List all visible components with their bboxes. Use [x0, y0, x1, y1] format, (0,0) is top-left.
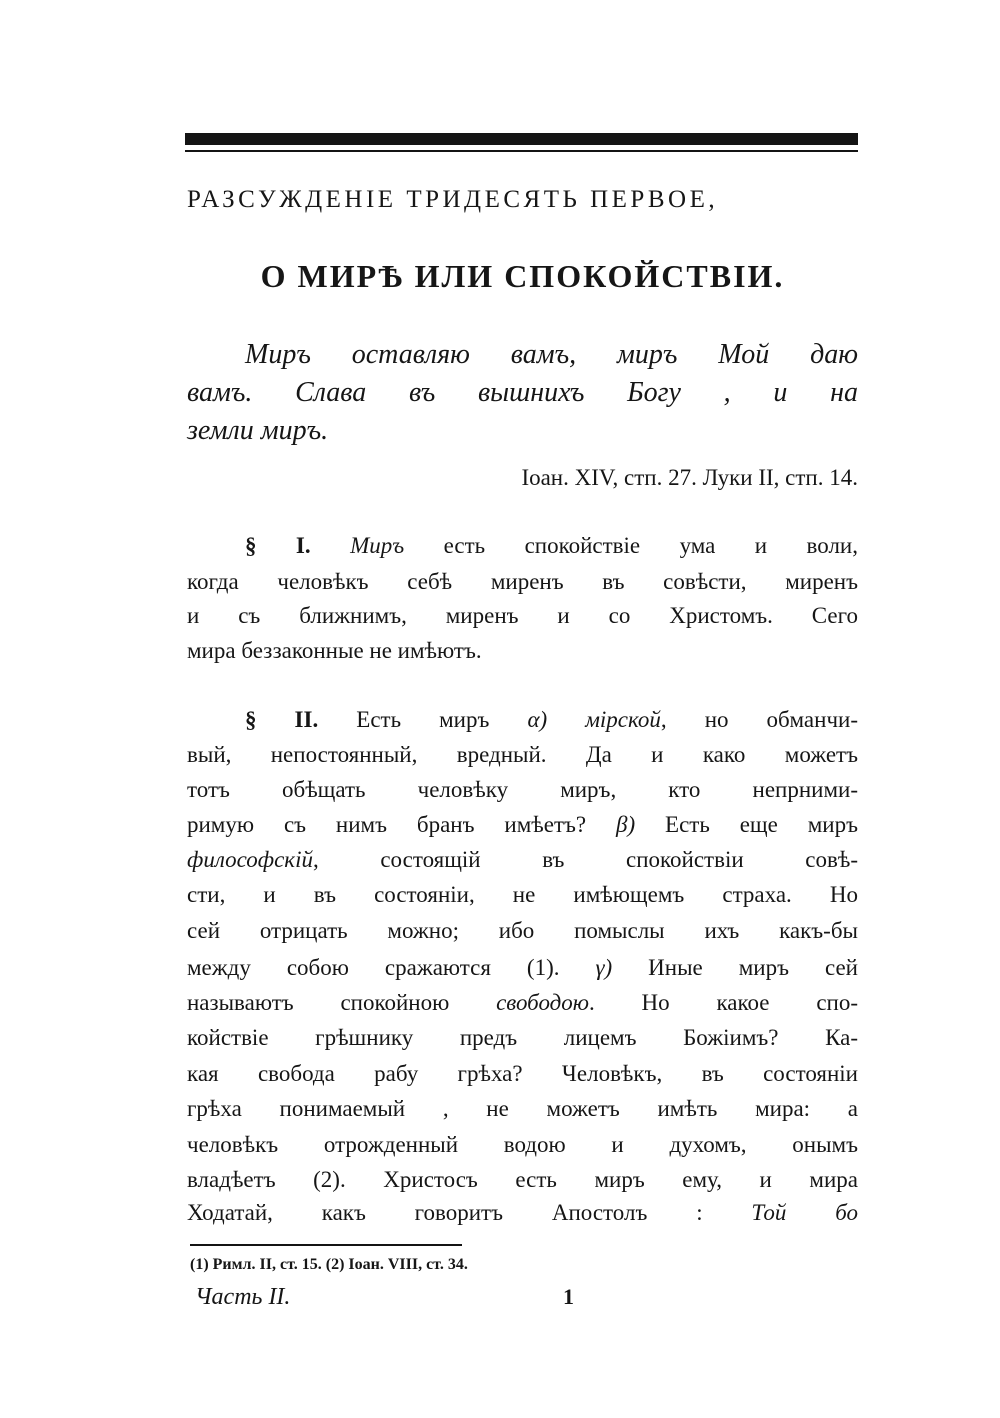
text-run: когда человѣкъ себѣ миренъ въ совѣсти, миренъ — [187, 569, 858, 594]
text-run: тотъ обѣщать человѣку миръ, кто непрними- — [187, 777, 858, 802]
text-run: Иные миръ сей — [612, 955, 858, 980]
part-signature: Часть II. — [195, 1284, 291, 1310]
italic-text: γ) — [595, 955, 613, 980]
section-mark: § I. — [245, 533, 351, 558]
footnotes: (1) Римл. II, ст. 15. (2) Iоан. VIII, ст. 34. — [190, 1256, 468, 1273]
text-run: называютъ спокойною — [187, 990, 497, 1015]
text-line — [187, 1130, 858, 1160]
text-run: человѣкъ отрожденный водою и духомъ, онымъ — [187, 1132, 858, 1157]
text-line — [187, 463, 858, 493]
italic-text: α) мiрской — [527, 707, 661, 732]
text-line — [187, 1023, 858, 1053]
text-run: койствiе грѣшнику предъ лицемъ Божiимъ? Ка- — [187, 1025, 858, 1050]
text-line — [187, 1094, 858, 1124]
text-run: кая свобода рабу грѣха? Человѣкъ, въ состоянiи — [187, 1061, 858, 1086]
text-line — [187, 988, 858, 1018]
text-line — [187, 1198, 858, 1228]
text-run: вый, непостоянный, вредный. Да и како можетъ — [187, 742, 858, 767]
text-run: , состоящiй въ спокойствiи совѣ- — [312, 847, 858, 872]
text-run: вамъ. Слава въ вышнихъ Богу , и на — [187, 377, 858, 408]
text-run: Миръ оставляю вамъ, миръ Мой даю — [245, 339, 858, 370]
text-line — [187, 845, 858, 875]
text-line — [245, 340, 858, 370]
text-run: земли миръ. — [187, 415, 329, 446]
text-run: владѣетъ (2). Христосъ есть миръ ему, и мира — [187, 1167, 858, 1192]
text-line — [187, 378, 858, 408]
text-run: и съ ближнимъ, миренъ и со Христомъ. Сего — [187, 603, 858, 628]
text-line — [187, 880, 858, 910]
discourse-title: РАЗСУЖДЕНIЕ ТРИДЕСЯТЬ ПЕРВОЕ, — [187, 186, 719, 213]
text-run: Ходатай, какъ говоритъ Апостолъ : — [187, 1200, 752, 1225]
subject-title: О МИРѢ ИЛИ СПОКОЙСТВIИ. — [260, 258, 785, 294]
page-number: 1 — [563, 1284, 574, 1309]
text-line — [187, 740, 858, 770]
text-run: грѣха понимаемый , не можетъ имѣть мира: а — [187, 1096, 858, 1121]
text-line — [187, 775, 858, 805]
text-run: Есть еще миръ — [635, 812, 859, 837]
text-run: Есть миръ — [356, 707, 528, 732]
header-thick-rule — [185, 133, 858, 145]
text-line — [187, 416, 858, 446]
text-line — [245, 531, 858, 561]
header-thin-rule — [185, 150, 858, 152]
italic-text: свободою — [496, 990, 589, 1015]
text-line — [187, 953, 858, 983]
text-line — [187, 916, 858, 946]
text-run: есть спокойствiе ума и воли, — [404, 533, 858, 558]
text-line — [187, 1165, 858, 1195]
text-run: римую съ нимъ бранъ имѣетъ? — [187, 812, 617, 837]
italic-text: философскiй — [187, 847, 313, 872]
text-run: сей отрицать можно; ибо помыслы ихъ какъ-бы — [187, 918, 858, 943]
text-run: между собою сражаются (1). — [187, 955, 596, 980]
text-run: , но обманчи- — [660, 707, 858, 732]
text-line — [187, 810, 858, 840]
text-line — [187, 567, 858, 597]
text-line — [187, 636, 858, 666]
italic-text: Миръ — [350, 533, 405, 558]
text-run: . Но какое спо- — [589, 990, 858, 1015]
text-line — [187, 1059, 858, 1089]
italic-text: β) — [616, 812, 636, 837]
footnote-rule — [190, 1244, 462, 1246]
text-run: Iоан. XIV, стп. 27. Луки II, стп. 14. — [521, 465, 858, 490]
italic-text: Той бо — [751, 1200, 858, 1225]
text-run: сти, и въ состоянiи, не имѣющемъ страха. Но — [187, 882, 858, 907]
section-mark: § II. — [245, 707, 357, 732]
text-run: мира беззаконные не имѣютъ. — [187, 638, 482, 663]
text-line — [245, 705, 858, 735]
text-line — [187, 601, 858, 631]
